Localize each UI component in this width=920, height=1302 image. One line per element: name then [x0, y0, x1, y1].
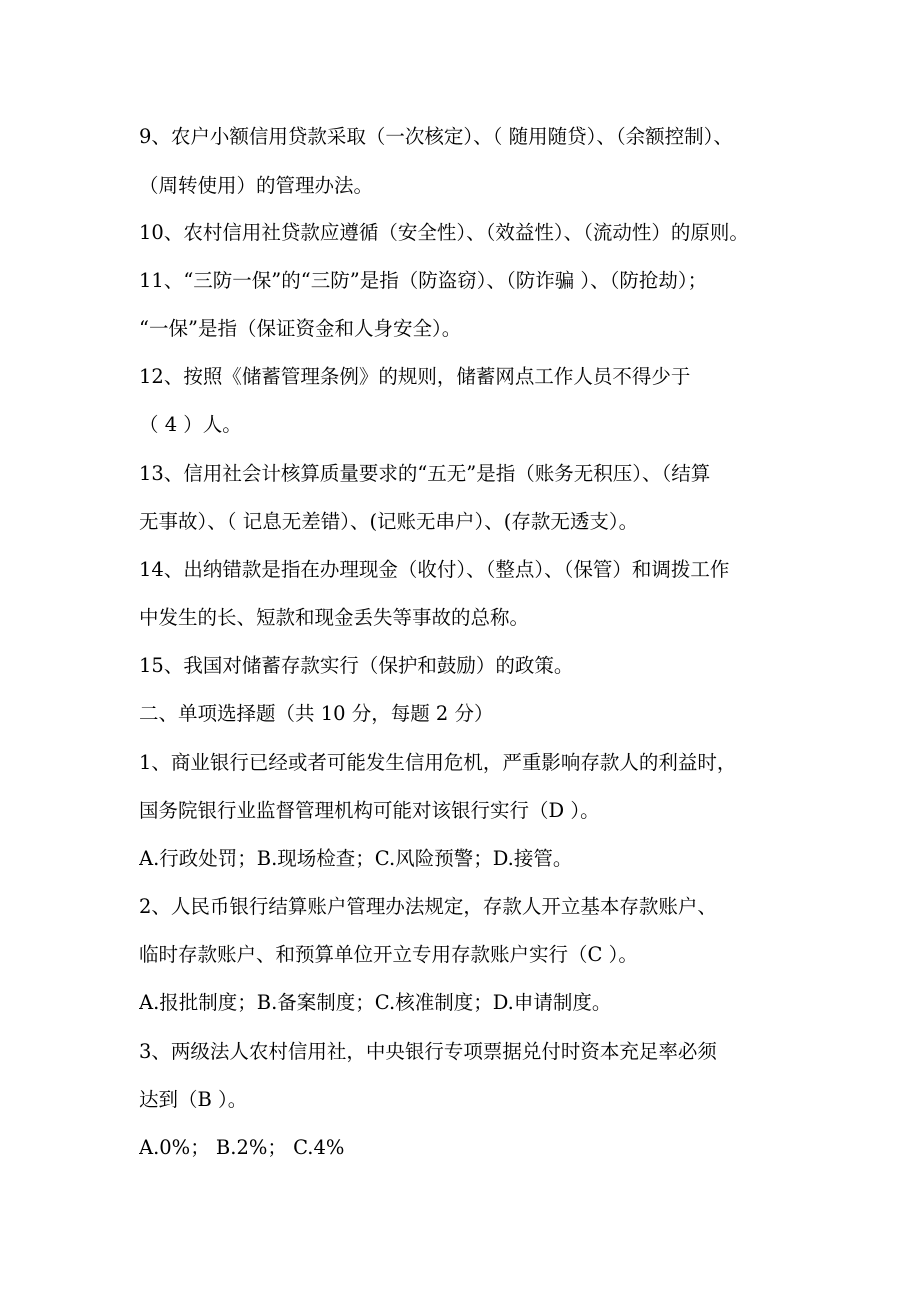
text-line: A.报批制度；B.备案制度；C.核准制度；D.申请制度。: [139, 991, 612, 1014]
text-line: “一保”是指（保证资金和人身安全）。: [139, 317, 462, 340]
text-line: 13、信用社会计核算质量要求的“五无”是指（账务无积压）、（结算: [139, 462, 711, 485]
text-line: 1、商业银行已经或者可能发生信用危机，严重影响存款人的利益时，: [139, 751, 737, 774]
section-heading: 二、单项选择题（共 10 分，每题 2 分）: [139, 702, 494, 725]
text-line: 14、出纳错款是指在办理现金（收付）、（整点）、（保管）和调拨工作: [139, 558, 730, 581]
text-line: 中发生的长、短款和现金丢失等事故的总称。: [139, 606, 530, 629]
text-line: 9、农户小额信用贷款采取（一次核定）、（ 随用随贷）、（余额控制）、: [139, 125, 733, 148]
text-line: （周转使用）的管理办法。: [139, 174, 374, 197]
text-line: 国务院银行业监督管理机构可能对该银行实行（D ）。: [139, 799, 600, 822]
text-line: 15、我国对储蓄存款实行（保护和鼓励）的政策。: [139, 654, 574, 677]
text-line: 达到（B ）。: [139, 1088, 248, 1111]
text-line: 3、两级法人农村信用社，中央银行专项票据兑付时资本充足率必须: [139, 1040, 717, 1063]
text-line: A.行政处罚；B.现场检查；C.风险预警；D.接管。: [139, 847, 573, 870]
text-line: 2、人民币银行结算账户管理办法规定，存款人开立基本存款账户、: [139, 895, 717, 918]
text-line: 临时存款账户、和预算单位开立专用存款账户实行（C ）。: [139, 943, 638, 966]
text-line: A.0%； B.2%； C.4%: [139, 1136, 345, 1159]
text-line: 11、“三防一保”的“三防”是指（防盗窃）、（防诈骗 ）、（防抢劫）；: [139, 269, 708, 292]
text-line: （ 4 ）人。: [139, 413, 242, 436]
text-line: 10、农村信用社贷款应遵循（安全性）、（效益性）、（流动性）的原则。: [139, 221, 749, 244]
text-line: 12、按照《储蓄管理条例》的规则，储蓄网点工作人员不得少于: [139, 365, 691, 388]
text-line: 无事故）、（ 记息无差错）、(记账无串户）、(存款无透支）。: [139, 510, 639, 533]
